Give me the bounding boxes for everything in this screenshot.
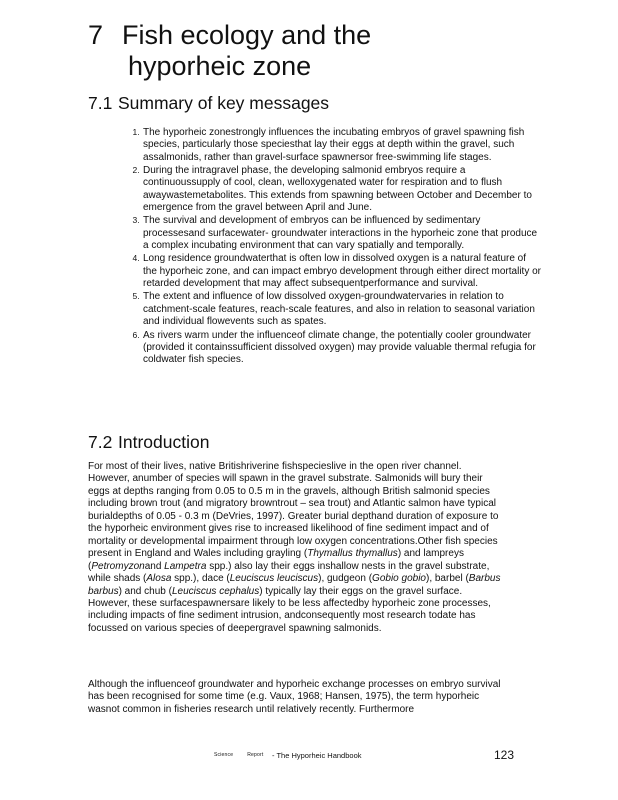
key-message: 2. During the intragravel phase, the developing salmonid embryos require a continuoussupply of cool, clean, welloxygenated water for respiration and to flush awaywastemetabolites. This extends from spawning between October and December to emergence from the gravel between April and June. [142,164,542,214]
species-name: Leuciscus cephalus [171,585,260,597]
section-heading-introduction [88,432,209,452]
text-run: ), gudgeon ( [318,573,373,585]
footer-logo-science: Science [214,752,234,758]
key-message: 1. The hyporheic zonestrongly influences the incubating embryos of gravel spawning fish species, particularly those speciesthat lay their eggs at depth within the gravel, such assalmonids, rather than gravel-surface spawnersor free-swimming life stages. [142,126,542,164]
key-message: 3. The survival and development of embryos can be influenced by sedimentary processesand surfacewater- groundwater interactions in the hyporheic zone that produce a complex incubating environment that can vary spatially and temporally. [142,214,542,252]
species-name: Alosa [146,573,172,585]
chapter-title [88,20,371,82]
section-number-summary: 7.1 [88,93,113,113]
footer-logo-report: Report [247,752,264,758]
key-messages-list [118,126,542,367]
text-run: ) typically lay their eggs on the gravel surface. However, these surfacespawnersare likely to be less affectedby hyporheic zone processes, including impacts of fine sediment intrusion, andconsequently most research todate has focussed on various species of deepergravel spawning salmonids. [88,585,491,634]
species-name: Thymallus thymallus [307,548,398,560]
species-name: Lampetra [164,560,207,572]
text-run: ) and lampreys ( [88,548,464,572]
intro-paragraph-2: Although the influenceof groundwater and hyporheic exchange processes on embryo survival has been recognised for some time (e.g. Vaux, 1968; Hansen, 1975), the term hyporheic wasnot common in fisheries research until relatively recently. Furthermore [88,679,501,715]
section-number-introduction: 7.2 [88,432,113,452]
page-footer [0,748,618,764]
footer-title: - The Hyporheic Handbook [272,751,362,760]
chapter-title-line1: Fish ecology and the [122,20,372,50]
chapter-number: 7 [88,20,104,50]
key-message: 5. The extent and influence of low dissolved oxygen-groundwatervaries in relation to catchment-scale features, reach-scale features, and also in relation to seasonal variation and individual flowevents such as spates. [142,290,542,328]
section-title-summary: Summary of key messages [118,93,330,113]
text-run: spp.) also lay their eggs inshallow nests in the gravel substrate, while shads ( [88,560,490,585]
species-name: Leuciscus leuciscus [229,573,319,585]
section-heading-summary [88,93,329,113]
text-run: ), barbel ( [425,573,469,585]
species-name: Barbus barbus [88,573,501,597]
text-run: ) and chub ( [118,585,172,597]
section-title-introduction: Introduction [118,432,210,452]
species-name: Petromyzon [91,560,145,572]
species-name: Gobio gobio [372,573,426,585]
key-message: 6. As rivers warm under the influenceof climate change, the potentially cooler groundwater (provided it containssufficient dissolved oxygen) may provide valuable thermal refugia for coldwater fish species. [142,329,542,367]
footer-logos [214,752,277,758]
chapter-title-line2: hyporheic zone [128,51,312,81]
text-run: For most of their lives, native Britishriverine fishspecieslive in the open river channel. However, anumber of species will spawn in the gravel substrate. Salmonids will bury their eggs at depths ranging from 0.05 to 0.5 m in the gravels, although British salmonid species including brown trout (and migratory browntrout – sea trout) and Atlantic salmon have typical burialdepths of 0.05 - 0.3 m (DeVries, 1997). Greater burial depthand duration of exposure to the hyporheic environment gives rise to increased likelihood of fine sediment impact and of mortality or developmental impairment through low oxygen concentrations.Other fish species present in England and Wales including grayling ( [88,461,499,560]
intro-paragraph-1 [88,461,504,635]
text-run: spp.), dace ( [171,573,230,585]
page-number: 123 [494,748,515,762]
key-message: 4. Long residence groundwaterthat is often low in dissolved oxygen is a natural feature of the hyporheic zone, and can impact embryo development through either direct mortality or retarded development that may affect subsequentperformance and survival. [142,252,542,290]
text-run: and [144,560,165,572]
